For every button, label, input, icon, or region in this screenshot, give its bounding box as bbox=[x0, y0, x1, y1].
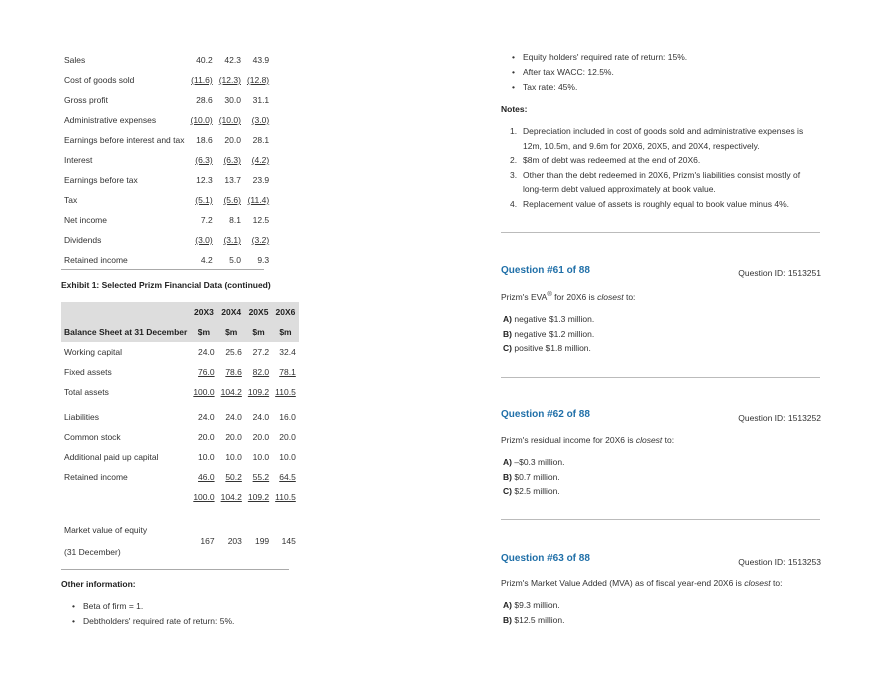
cell-value: 5.0 bbox=[229, 255, 241, 265]
balance-header-label: Balance Sheet at 31 December bbox=[61, 322, 190, 342]
list-item: • Debtholders' required rate of return: 5%. bbox=[61, 614, 234, 629]
cell-value: 9.3 bbox=[257, 255, 270, 265]
cell-value bbox=[245, 487, 272, 507]
table-row bbox=[61, 362, 299, 382]
row-label bbox=[61, 487, 190, 507]
income-table-bottom-rule bbox=[61, 269, 264, 270]
market-value-row bbox=[61, 519, 299, 541]
cell-value: 13.7 bbox=[224, 175, 241, 185]
row-label: Liabilities bbox=[64, 412, 99, 422]
balance-header-years-row bbox=[61, 302, 299, 322]
cell-value: (3.1) bbox=[223, 235, 241, 245]
cell-value: 24.0 bbox=[198, 347, 215, 357]
cell-value: 10.0 bbox=[252, 452, 270, 462]
question-61-id: Question ID: 1513251 bbox=[738, 268, 821, 278]
row-label: Common stock bbox=[64, 432, 121, 442]
cell-value: (11.4) bbox=[247, 195, 270, 205]
cell-value: 10.0 bbox=[198, 452, 215, 462]
cell-value: (4.2) bbox=[251, 155, 270, 165]
row-label: Net income bbox=[64, 215, 107, 225]
cell-value: 20.0 bbox=[252, 432, 270, 442]
row-label: Retained income bbox=[64, 255, 128, 265]
cell-value bbox=[218, 382, 245, 402]
cell-value bbox=[216, 190, 244, 210]
cell-value bbox=[244, 110, 272, 130]
question-62-options bbox=[503, 455, 564, 499]
cell-value bbox=[216, 70, 244, 90]
cell-value bbox=[190, 382, 217, 402]
table-row bbox=[61, 467, 299, 487]
answer-option-c[interactable]: C) positive $1.8 million. bbox=[503, 343, 591, 353]
cell-value: 20.0 bbox=[198, 432, 215, 442]
section-divider bbox=[501, 377, 820, 378]
cell-value: (10.0) bbox=[190, 115, 213, 125]
list-item: • Beta of firm = 1. bbox=[61, 599, 234, 614]
question-61-options bbox=[503, 312, 594, 356]
cell-value bbox=[188, 230, 216, 250]
cell-value: (5.1) bbox=[195, 195, 213, 205]
row-label: Cost of goods sold bbox=[64, 75, 135, 85]
cell-value bbox=[272, 487, 299, 507]
row-label: Dividends bbox=[64, 235, 102, 245]
cell-value: 30.0 bbox=[224, 95, 241, 105]
cell-value: 76.0 bbox=[198, 367, 215, 377]
cell-value: 43.9 bbox=[252, 55, 270, 65]
section-divider bbox=[501, 232, 820, 233]
cell-value bbox=[190, 467, 217, 487]
other-information-heading: Other information: bbox=[61, 579, 136, 589]
cell-value bbox=[272, 362, 299, 382]
cell-value: (12.8) bbox=[246, 75, 270, 85]
cell-value: 78.6 bbox=[225, 367, 242, 377]
cell-value: (12.3) bbox=[218, 75, 241, 85]
table-row bbox=[61, 190, 272, 210]
list-item: • After tax WACC: 12.5%. bbox=[501, 65, 687, 80]
cell-value: 18.6 bbox=[196, 135, 213, 145]
note-item: 4. Replacement value of assets is roughly equal to book value minus 4%. bbox=[510, 198, 790, 209]
list-item: • Tax rate: 45%. bbox=[501, 80, 687, 95]
row-label: (31 December) bbox=[64, 547, 121, 557]
cell-value: 10.0 bbox=[279, 452, 296, 462]
cell-value: 104.2 bbox=[220, 492, 242, 502]
note-item: 2. $8m of debt was redeemed at the end of 20X6. bbox=[510, 155, 701, 165]
cell-value: 100.0 bbox=[193, 492, 215, 502]
notes-heading: Notes: bbox=[501, 104, 528, 114]
year-header: 20X4 bbox=[218, 302, 245, 322]
cell-value: 100.0 bbox=[193, 387, 215, 397]
cell-value: 28.6 bbox=[196, 95, 213, 105]
cell-value: 28.1 bbox=[252, 135, 270, 145]
cell-value bbox=[244, 230, 272, 250]
row-label: Administrative expenses bbox=[64, 115, 157, 125]
cell-value: (5.6) bbox=[223, 195, 241, 205]
cell-value bbox=[216, 230, 244, 250]
balance-header-units-row bbox=[61, 322, 299, 342]
question-61-stem: Prizm's EVA® for 20X6 is closest to: bbox=[501, 292, 636, 302]
cell-value: 31.1 bbox=[252, 95, 270, 105]
cell-value: 16.0 bbox=[279, 412, 296, 422]
question-61-title: Question #61 of 88 bbox=[501, 265, 590, 276]
cell-value: (11.6) bbox=[191, 75, 213, 85]
year-header: 20X3 bbox=[190, 302, 217, 322]
table-row bbox=[61, 70, 272, 90]
table-row bbox=[61, 447, 299, 467]
table-row bbox=[61, 407, 299, 427]
row-label: Interest bbox=[64, 155, 93, 165]
cell-value bbox=[188, 70, 216, 90]
cell-value: 20.0 bbox=[224, 135, 241, 145]
table-row bbox=[61, 50, 272, 70]
section-divider bbox=[501, 519, 820, 520]
table-row bbox=[61, 170, 272, 190]
cell-value bbox=[245, 467, 272, 487]
row-label: Earnings before interest and tax bbox=[64, 135, 185, 145]
cell-value: (10.0) bbox=[218, 115, 241, 125]
row-label: Tax bbox=[64, 195, 78, 205]
cell-value: (3.2) bbox=[251, 235, 270, 245]
cell-value: 109.2 bbox=[247, 387, 270, 397]
question-62-title: Question #62 of 88 bbox=[501, 409, 590, 420]
cell-value bbox=[272, 382, 299, 402]
answer-option-a[interactable]: A) negative $1.3 million. bbox=[503, 314, 595, 324]
cell-value: 82.0 bbox=[252, 367, 270, 377]
cell-value: 40.2 bbox=[196, 55, 213, 65]
cell-value bbox=[218, 362, 245, 382]
cell-value: 12.5 bbox=[252, 215, 270, 225]
exhibit-caption: Exhibit 1: Selected Prizm Financial Data (continued) bbox=[61, 280, 271, 290]
cell-value bbox=[272, 467, 299, 487]
answer-option-a[interactable]: A) –$0.3 million. bbox=[503, 457, 565, 467]
question-62-stem: Prizm's residual income for 20X6 is closest to: bbox=[501, 435, 675, 445]
cell-value bbox=[216, 150, 244, 170]
table-row bbox=[61, 250, 272, 270]
question-62-id: Question ID: 1513252 bbox=[738, 413, 821, 423]
unit-header: $m bbox=[272, 322, 299, 342]
question-63-options bbox=[503, 598, 564, 627]
cell-value: 20.0 bbox=[279, 432, 296, 442]
row-label: Working capital bbox=[64, 347, 122, 357]
cell-value: 24.0 bbox=[225, 412, 242, 422]
table-row bbox=[61, 342, 299, 362]
cell-value bbox=[188, 150, 216, 170]
other-information-list-continued bbox=[501, 50, 687, 95]
answer-option-b[interactable]: B) negative $1.2 million. bbox=[503, 328, 595, 339]
balance-table-bottom-rule bbox=[61, 569, 289, 570]
cell-value bbox=[244, 70, 272, 90]
cell-value: 12.3 bbox=[196, 175, 213, 185]
row-label: Fixed assets bbox=[64, 367, 112, 377]
table-row bbox=[61, 427, 299, 447]
cell-value bbox=[218, 487, 245, 507]
question-63-stem: Prizm's Market Value Added (MVA) as of fiscal year-end 20X6 is closest to: bbox=[501, 578, 783, 588]
note-item: 3. Other than the debt redeemed in 20X6, Prizm's liabilities consist mostly of long-term debt valued approximately at book value. bbox=[510, 169, 801, 194]
row-label: Market value of equity bbox=[64, 525, 148, 535]
cell-value: 24.0 bbox=[252, 412, 270, 422]
table-row bbox=[61, 150, 272, 170]
cell-value: 46.0 bbox=[198, 472, 215, 482]
table-row bbox=[61, 210, 272, 230]
cell-value bbox=[244, 150, 272, 170]
answer-option-b[interactable]: B) $12.5 million. bbox=[503, 614, 565, 625]
cell-value: 24.0 bbox=[198, 412, 215, 422]
cell-value bbox=[245, 362, 272, 382]
row-label: Total assets bbox=[64, 387, 109, 397]
year-header: 20X5 bbox=[245, 302, 272, 322]
cell-value: 32.4 bbox=[279, 347, 296, 357]
cell-value: 4.2 bbox=[200, 255, 213, 265]
notes-list bbox=[501, 124, 821, 211]
table-row bbox=[61, 130, 272, 150]
cell-value: 50.2 bbox=[225, 472, 242, 482]
answer-option-b[interactable]: B) $0.7 million. bbox=[503, 471, 560, 482]
cell-value: (6.3) bbox=[223, 155, 241, 165]
cell-value: 7.2 bbox=[200, 215, 213, 225]
cell-value: 23.9 bbox=[252, 175, 270, 185]
question-63-id: Question ID: 1513253 bbox=[738, 557, 821, 567]
question-63-title: Question #63 of 88 bbox=[501, 553, 590, 564]
row-label: Earnings before tax bbox=[64, 175, 138, 185]
cell-value: (3.0) bbox=[251, 115, 270, 125]
table-row bbox=[61, 90, 272, 110]
other-information-list bbox=[61, 599, 234, 629]
cell-value: 42.3 bbox=[224, 55, 241, 65]
unit-header: $m bbox=[245, 322, 272, 342]
unit-header: $m bbox=[218, 322, 245, 342]
table-row bbox=[61, 230, 272, 250]
answer-option-c[interactable]: C) $2.5 million. bbox=[503, 486, 560, 496]
spacer-row bbox=[61, 507, 299, 519]
cell-value: 110.5 bbox=[275, 492, 296, 502]
cell-value: 27.2 bbox=[252, 347, 270, 357]
answer-option-a[interactable]: A) $9.3 million. bbox=[503, 600, 560, 610]
cell-value: 55.2 bbox=[252, 472, 270, 482]
cell-value bbox=[188, 110, 216, 130]
cell-value: 145 bbox=[281, 536, 296, 546]
cell-value: 78.1 bbox=[279, 367, 296, 377]
cell-value bbox=[244, 190, 272, 210]
table-row bbox=[61, 487, 299, 507]
year-header: 20X6 bbox=[272, 302, 299, 322]
cell-value bbox=[188, 190, 216, 210]
cell-value bbox=[216, 110, 244, 130]
row-label: Sales bbox=[64, 55, 86, 65]
cell-value: 8.1 bbox=[229, 215, 241, 225]
income-statement-table bbox=[61, 50, 272, 270]
list-item: • Equity holders' required rate of return: 15%. bbox=[501, 50, 687, 65]
cell-value: 110.5 bbox=[275, 387, 296, 397]
cell-value bbox=[218, 467, 245, 487]
row-label: Additional paid up capital bbox=[64, 452, 159, 462]
cell-value: 109.2 bbox=[247, 492, 270, 502]
cell-value: 25.6 bbox=[225, 347, 242, 357]
cell-value: (6.3) bbox=[195, 155, 213, 165]
cell-value: 203 bbox=[227, 536, 242, 546]
cell-value bbox=[245, 382, 272, 402]
unit-header: $m bbox=[190, 322, 217, 342]
cell-value: 199 bbox=[254, 536, 270, 546]
cell-value bbox=[190, 362, 217, 382]
row-label: Gross profit bbox=[64, 95, 108, 105]
table-row bbox=[61, 382, 299, 402]
cell-value bbox=[190, 487, 217, 507]
cell-value: (3.0) bbox=[195, 235, 213, 245]
balance-sheet-table bbox=[61, 302, 299, 563]
cell-value: 64.5 bbox=[279, 472, 296, 482]
cell-value: 10.0 bbox=[225, 452, 242, 462]
cell-value: 167 bbox=[200, 536, 215, 546]
table-row bbox=[61, 110, 272, 130]
cell-value: 20.0 bbox=[225, 432, 242, 442]
row-label: Retained income bbox=[64, 472, 128, 482]
note-item: 1. Depreciation included in cost of goods sold and administrative expenses is 12m, 10.5m, and 9.6m for 20X6, 20X5, and 20X4, respectively. bbox=[510, 126, 804, 151]
cell-value: 104.2 bbox=[220, 387, 242, 397]
